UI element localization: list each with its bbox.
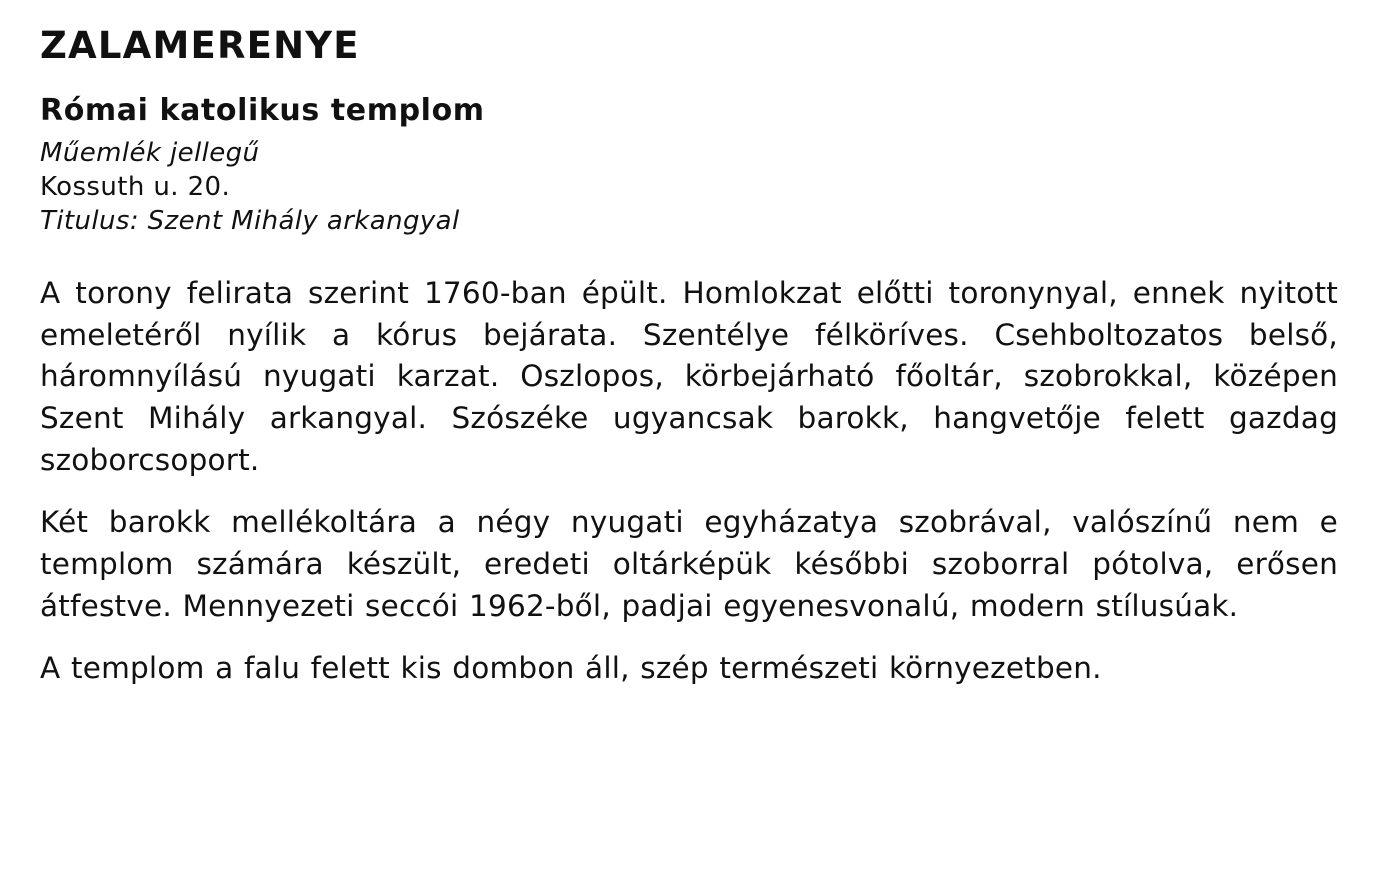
section-heading: Római katolikus templom (40, 92, 485, 128)
meta-line-titulus: Titulus: Szent Mihály arkangyal (40, 206, 460, 237)
body-paragraph: Két barokk mellékoltára a négy nyugati egyházatya szobrával, valószínű nem e templom számára készült, eredeti oltárképük későbbi szoborral pótolva, erősen átfestve. Mennyezeti seccói 1962-ből, padjai egyenesvonalú, modern stílusúak. (40, 505, 1338, 623)
meta-line-protection-status: Műemlék jellegű (40, 137, 260, 168)
body-paragraph: A torony felirata szerint 1760-ban épült. Homlokzat előtti toronynyal, ennek nyitott emeletéről nyílik a kórus bejárata. Szentélye félköríves. Csehboltozatos belső, háromnyílású nyugati karzat. Oszlopos, körbejárható főoltár, szobrokkal, középen Szent Mihály arkangyal. Szószéke ugyancsak barokk, hangvetője felett gazdag szoborcsoport. (40, 275, 1338, 478)
meta-block (40, 136, 1338, 239)
page-title: ZALAMERENYE (40, 24, 360, 67)
body-paragraph: A templom a falu felett kis dombon áll, szép természeti környezetben. (40, 650, 1102, 685)
meta-line-address: Kossuth u. 20. (40, 172, 231, 202)
